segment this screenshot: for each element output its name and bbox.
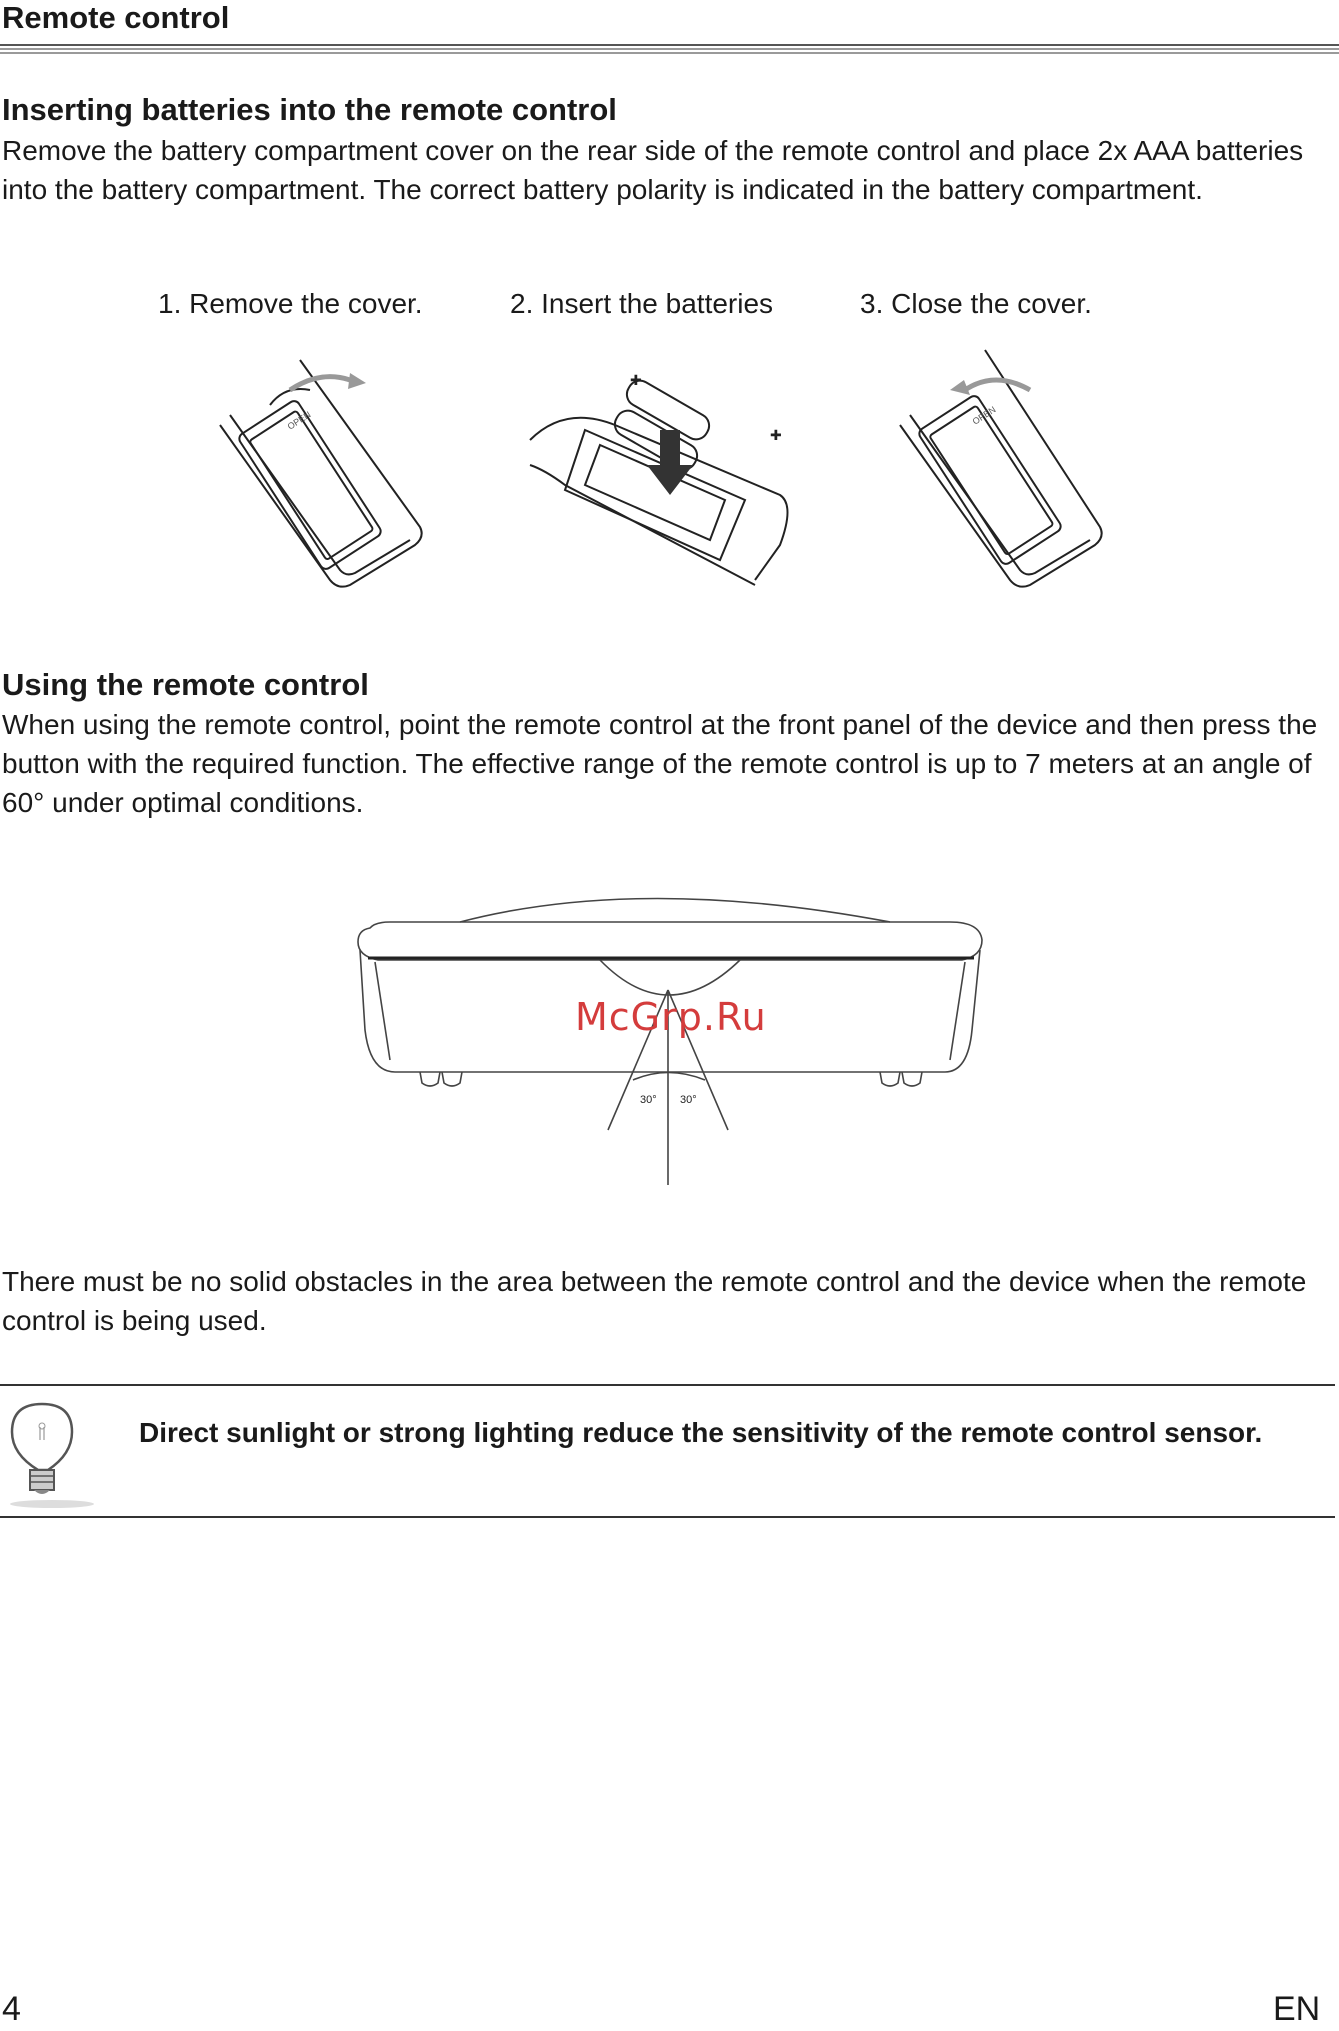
- page-number: 4: [2, 1990, 21, 2028]
- note-top-rule: [0, 1384, 1335, 1386]
- close-cover-illustration: [890, 345, 1130, 595]
- obstacles-paragraph: There must be no solid obstacles in the area between the remote control and the device when the remote control is being used.: [2, 1266, 1307, 1336]
- page-title: Remote control: [2, 0, 230, 35]
- note-bottom-rule: [0, 1516, 1335, 1518]
- header-rule: [0, 44, 1339, 56]
- remove-cover-illustration: [210, 345, 440, 595]
- section-heading-batteries: Inserting batteries into the remote control: [2, 92, 617, 127]
- insert-batteries-illustration: [525, 345, 795, 595]
- note-text: Direct sunlight or strong lighting reduce the sensitivity of the remote control sensor.: [139, 1417, 1263, 1448]
- battery-plus-sign-1: ✚: [630, 372, 642, 388]
- lightbulb-icon: [2, 1392, 97, 1512]
- batteries-paragraph: Remove the battery compartment cover on the rear side of the remote control and place 2x AAA batteries into the battery compartment. The correct battery polarity is indicated in the battery compartment.: [2, 135, 1304, 205]
- battery-plus-sign-2: ✚: [770, 427, 782, 443]
- cover-open-label-3: OPEN: [970, 404, 998, 427]
- step-close-cover: 3. Close the cover.: [860, 288, 1092, 319]
- cover-open-label-1: OPEN: [285, 409, 313, 432]
- step-remove-cover: 1. Remove the cover.: [158, 288, 423, 319]
- angle-label-right: 30°: [680, 1094, 697, 1106]
- using-paragraph: When using the remote control, point the remote control at the front panel of the device and then press the button with the required function. The effective range of the remote control is up to 7 meters at an angle of 60° under optimal conditions.: [2, 709, 1318, 818]
- section-heading-using: Using the remote control: [2, 667, 369, 702]
- language-label: EN: [1273, 1990, 1321, 2028]
- step-insert-batteries: 2. Insert the batteries: [510, 288, 774, 319]
- watermark: McGrp.Ru: [575, 995, 767, 1039]
- angle-label-left: 30°: [640, 1094, 657, 1106]
